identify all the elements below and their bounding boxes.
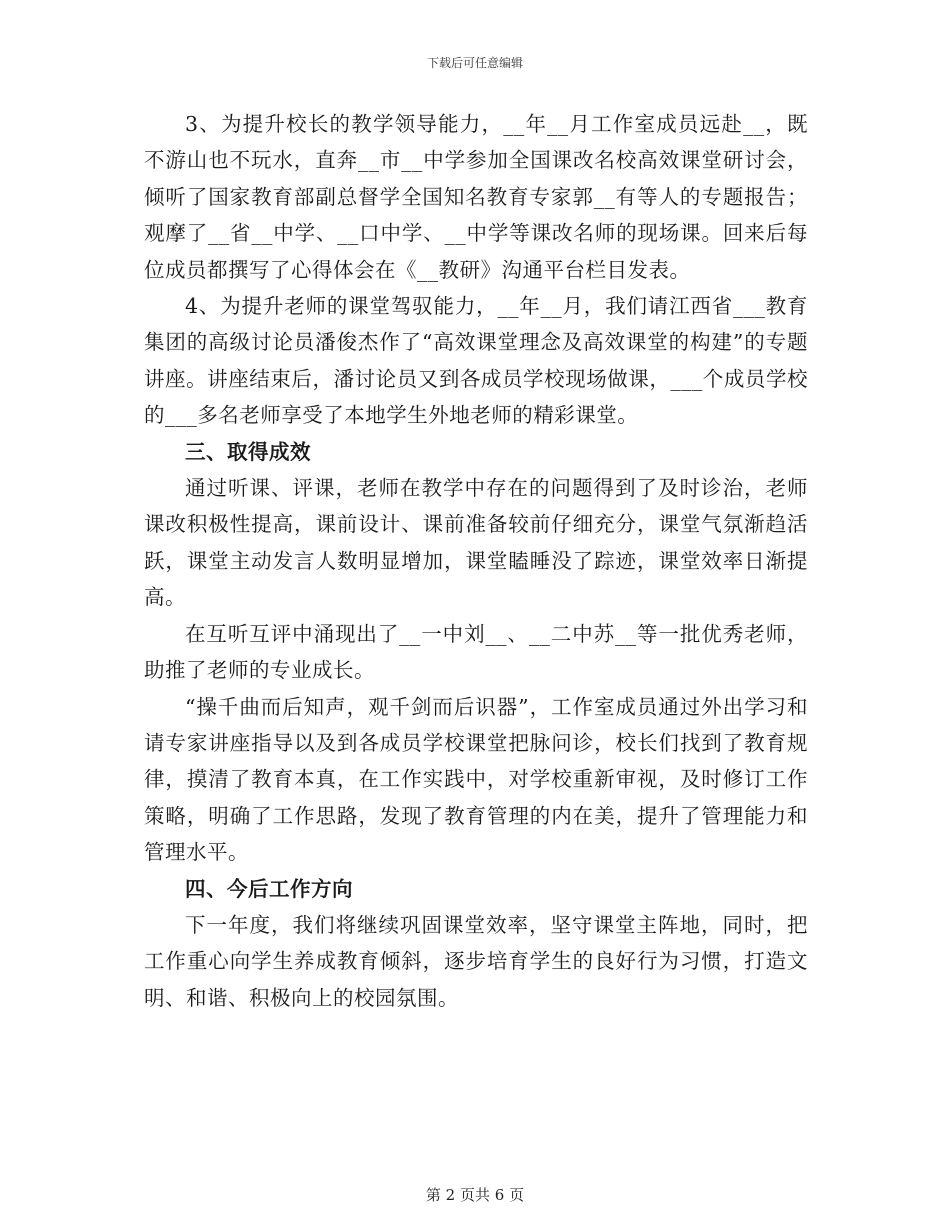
paragraph-results: 通过听课、评课，老师在教学中存在的问题得到了及时诊治，老师课改积极性提高，课前设计、课前准备较前仔细充分，课堂气氛渐趋活跃，课堂主动发言人数明显增加，课堂瞌睡没了踪迹，课堂效率日渐提高。 [144,476,808,610]
section-heading-future: 四、今后工作方向 [185,876,353,901]
paragraph-item-4: 4、为提升老师的课堂驾驭能力，__年__月，我们请江西省___教育集团的高级讨论员潘俊杰作了“高效课堂理念及高效课堂的构建”的专题讲座。讲座结束后，潘讨论员又到各成员学校现场做课，___个成员学校的___多名老师享受了本地学生外地老师的精彩课堂。 [144,294,808,428]
page-footer: 第 2 页共 6 页 [425,1186,525,1204]
page-header: 下载后可任意编辑 [426,56,523,70]
document-body [144,106,808,1016]
paragraph-quote: “操千曲而后知声，观千剑而后识器”，工作室成员通过外出学习和请专家讲座指导以及到各成员学校课堂把脉问诊，校长们找到了教育规律，摸清了教育本真，在工作实践中，对学校重新审视，及时修订工作策略，明确了工作思路，发现了教育管理的内在美，提升了管理能力和管理水平。 [144,694,808,865]
paragraph-item-3: 3、为提升校长的教学领导能力，__年__月工作室成员远赴__，既不游山也不玩水，直奔__市__中学参加全国课改名校高效课堂研讨会，倾听了国家教育部副总督学全国知名教育专家郭__有等人的专题报告；观摩了__省__中学、__口中学、__中学等课改名师的现场课。回来后每位成员都撰写了心得体会在《__教研》沟通平台栏目发表。 [144,112,808,282]
paragraph-future: 下一年度，我们将继续巩固课堂效率，坚守课堂主阵地，同时，把工作重心向学生养成教育倾斜，逐步培育学生的良好行为习惯，打造文明、和谐、积极向上的校园氛围。 [144,912,808,1010]
paragraph-outstanding-teachers: 在互听互评中涌现出了__一中刘__、__二中苏__等一批优秀老师，助推了老师的专业成长。 [144,621,808,683]
section-heading-results: 三、取得成效 [185,439,311,464]
